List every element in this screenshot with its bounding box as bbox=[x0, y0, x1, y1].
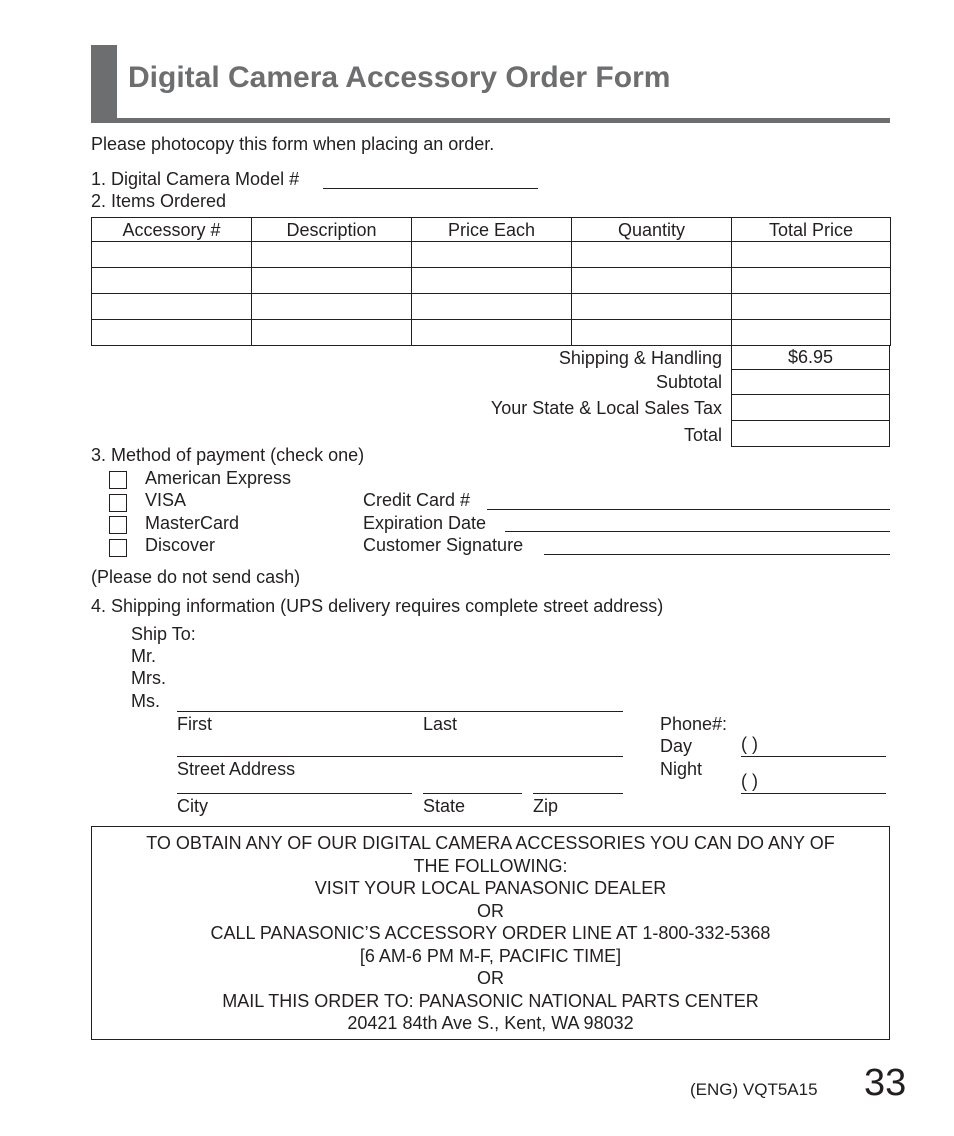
col-accessory-number: Accessory # bbox=[92, 218, 252, 242]
mastercard-checkbox[interactable] bbox=[109, 516, 127, 534]
notice-line: CALL PANASONIC’S ACCESSORY ORDER LINE AT 1-800-332-5368 bbox=[210, 923, 771, 943]
shipping-handling-value: $6.95 bbox=[731, 345, 890, 370]
visa-checkbox[interactable] bbox=[109, 494, 127, 512]
expiration-date-field[interactable] bbox=[505, 531, 890, 532]
table-row bbox=[92, 242, 891, 268]
col-description: Description bbox=[252, 218, 412, 242]
table-cell[interactable] bbox=[412, 242, 572, 268]
customer-signature-field[interactable] bbox=[544, 554, 890, 555]
name-field[interactable] bbox=[177, 711, 623, 712]
mastercard-label: MasterCard bbox=[145, 513, 240, 533]
total-label: Total bbox=[683, 425, 722, 445]
table-cell[interactable] bbox=[92, 242, 252, 268]
title-mr: Mr. bbox=[131, 646, 156, 666]
day-phone-field[interactable] bbox=[741, 756, 886, 757]
col-price-each: Price Each bbox=[412, 218, 572, 242]
credit-card-label: Credit Card # bbox=[363, 490, 471, 510]
no-cash-note: (Please do not send cash) bbox=[91, 567, 301, 587]
visa-label: VISA bbox=[145, 490, 187, 510]
items-table bbox=[91, 217, 891, 346]
discover-label: Discover bbox=[145, 535, 216, 555]
day-phone-label: Day bbox=[660, 736, 693, 756]
col-quantity: Quantity bbox=[572, 218, 732, 242]
table-cell[interactable] bbox=[572, 320, 732, 346]
street-address-field[interactable] bbox=[177, 756, 623, 757]
table-cell[interactable] bbox=[732, 320, 891, 346]
notice-line: OR bbox=[477, 900, 504, 921]
notice-line: VISIT YOUR LOCAL PANASONIC DEALER bbox=[314, 878, 667, 898]
table-row bbox=[92, 320, 891, 346]
city-field[interactable] bbox=[177, 793, 412, 794]
items-ordered-label: 2. Items Ordered bbox=[91, 191, 227, 211]
city-label: City bbox=[177, 796, 208, 816]
credit-card-field[interactable] bbox=[487, 509, 890, 510]
discover-checkbox[interactable] bbox=[109, 539, 127, 557]
col-total-price: Total Price bbox=[732, 218, 891, 242]
table-cell[interactable] bbox=[412, 294, 572, 320]
sales-tax-box[interactable] bbox=[731, 394, 890, 421]
amex-checkbox[interactable] bbox=[109, 471, 127, 489]
night-phone-label: Night bbox=[660, 759, 703, 779]
night-phone-parens: ( ) bbox=[741, 771, 758, 791]
page-title: Digital Camera Accessory Order Form bbox=[128, 61, 671, 94]
notice-line: [6 AM-6 PM M-F, PACIFIC TIME] bbox=[359, 945, 622, 966]
expiration-date-label: Expiration Date bbox=[363, 513, 487, 533]
customer-signature-label: Customer Signature bbox=[363, 535, 524, 555]
title-mrs: Mrs. bbox=[131, 668, 166, 688]
sales-tax-label: Your State & Local Sales Tax bbox=[490, 398, 722, 418]
night-phone-field[interactable] bbox=[741, 793, 886, 794]
table-row bbox=[92, 294, 891, 320]
table-cell[interactable] bbox=[252, 268, 412, 294]
payment-method-label: 3. Method of payment (check one) bbox=[91, 445, 365, 465]
document-code: (ENG) VQT5A15 bbox=[690, 1080, 818, 1099]
camera-model-label: 1. Digital Camera Model # bbox=[91, 169, 300, 189]
subtotal-box[interactable] bbox=[731, 369, 890, 395]
table-cell[interactable] bbox=[92, 294, 252, 320]
state-field[interactable] bbox=[423, 793, 522, 794]
table-header-row bbox=[92, 218, 891, 242]
table-cell[interactable] bbox=[732, 242, 891, 268]
zip-field[interactable] bbox=[533, 793, 623, 794]
table-cell[interactable] bbox=[252, 320, 412, 346]
table-cell[interactable] bbox=[412, 268, 572, 294]
notice-line: TO OBTAIN ANY OF OUR DIGITAL CAMERA ACCESSORIES YOU CAN DO ANY OF bbox=[146, 833, 835, 853]
subtotal-label: Subtotal bbox=[655, 372, 722, 392]
state-label: State bbox=[423, 796, 466, 816]
total-box[interactable] bbox=[731, 420, 890, 447]
title-ms: Ms. bbox=[131, 691, 160, 711]
table-cell[interactable] bbox=[732, 294, 891, 320]
last-name-label: Last bbox=[423, 714, 458, 734]
day-phone-parens: ( ) bbox=[741, 734, 758, 754]
table-cell[interactable] bbox=[572, 294, 732, 320]
table-cell[interactable] bbox=[412, 320, 572, 346]
table-row bbox=[92, 268, 891, 294]
amex-label: American Express bbox=[145, 468, 292, 488]
phone-label: Phone#: bbox=[660, 714, 728, 734]
table-cell[interactable] bbox=[92, 320, 252, 346]
zip-label: Zip bbox=[533, 796, 559, 816]
notice-line: 20421 84th Ave S., Kent, WA 98032 bbox=[347, 1013, 634, 1033]
intro-text: Please photocopy this form when placing an order. bbox=[91, 134, 495, 154]
notice-line: MAIL THIS ORDER TO: PANASONIC NATIONAL PARTS CENTER bbox=[222, 990, 759, 1011]
notice-line: OR bbox=[477, 968, 504, 988]
shipping-handling-label: Shipping & Handling bbox=[558, 348, 722, 368]
first-name-label: First bbox=[177, 714, 212, 734]
notice-line: THE FOLLOWING: bbox=[413, 855, 568, 876]
table-cell[interactable] bbox=[252, 294, 412, 320]
table-cell[interactable] bbox=[732, 268, 891, 294]
table-cell[interactable] bbox=[572, 242, 732, 268]
table-cell[interactable] bbox=[92, 268, 252, 294]
street-address-label: Street Address bbox=[177, 759, 296, 779]
title-accent-bar bbox=[91, 45, 117, 121]
table-cell[interactable] bbox=[572, 268, 732, 294]
shipping-info-label: 4. Shipping information (UPS delivery requires complete street address) bbox=[91, 596, 664, 616]
table-cell[interactable] bbox=[252, 242, 412, 268]
title-underline bbox=[91, 118, 890, 123]
ordering-notice-box bbox=[91, 826, 890, 1040]
page-number: 33 bbox=[864, 1062, 907, 1104]
ship-to-label: Ship To: bbox=[131, 624, 196, 644]
camera-model-field[interactable] bbox=[323, 188, 538, 189]
